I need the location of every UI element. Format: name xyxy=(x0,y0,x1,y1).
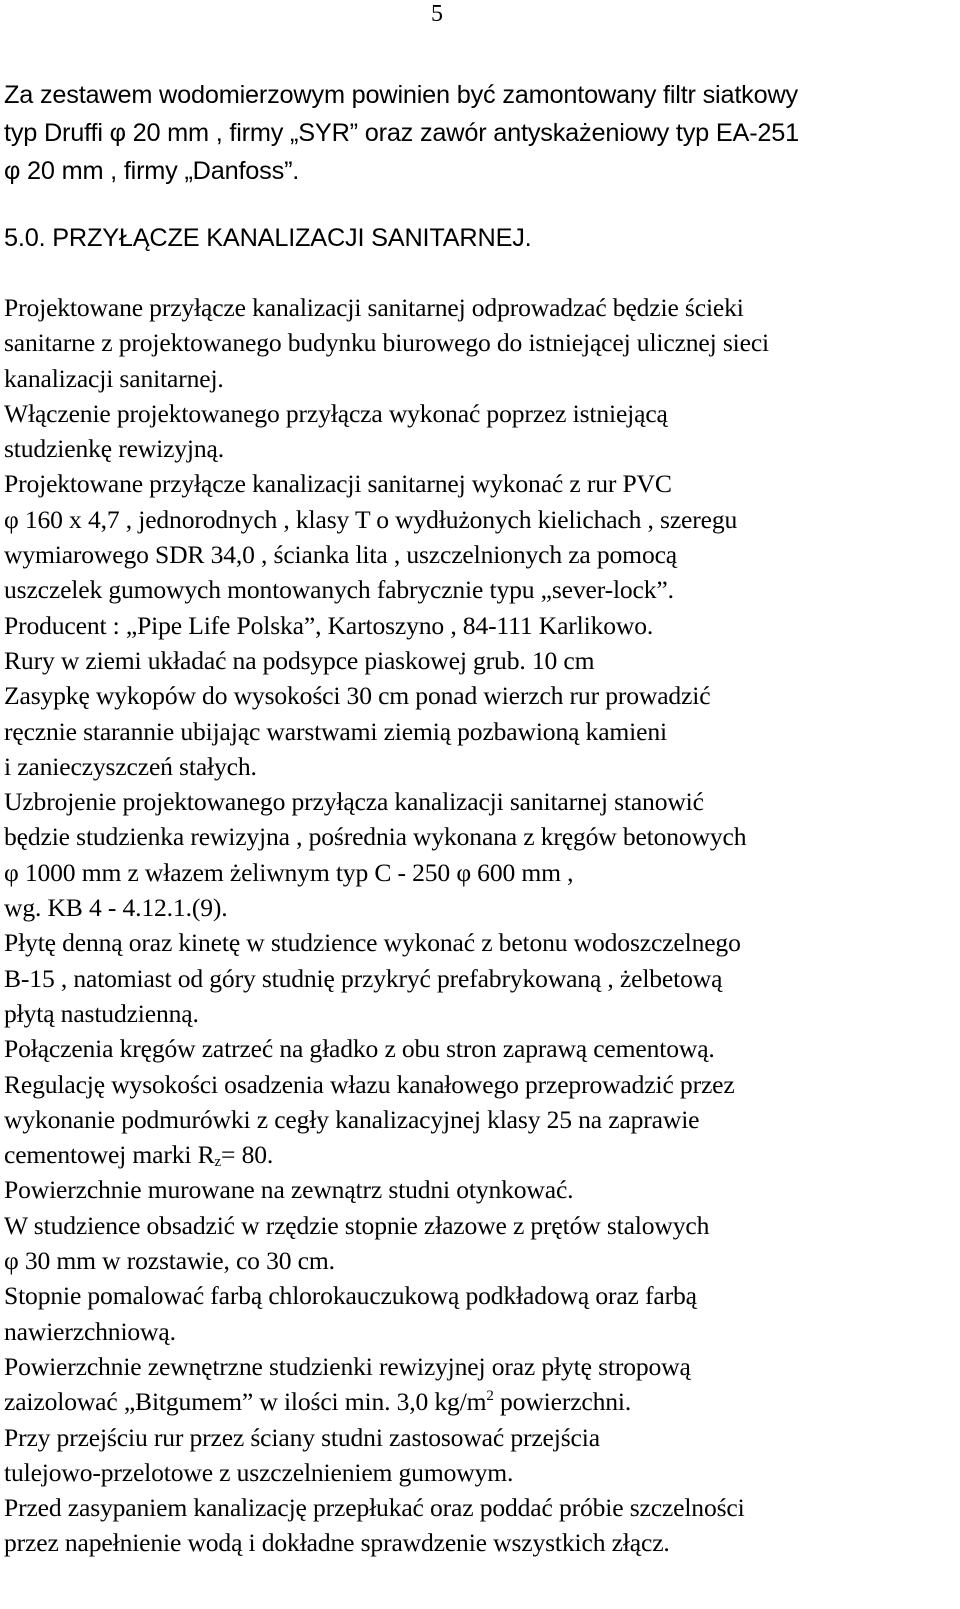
text-line: Powierzchnie zewnętrzne studzienki rewizyjnej oraz płytę stropową xyxy=(4,1351,691,1381)
text-line: Rury w ziemi układać na podsypce piaskowej grub. 10 cm xyxy=(4,645,595,675)
text-line xyxy=(4,1137,954,1172)
text-line: Przed zasypaniem kanalizację przepłukać oraz poddać próbie szczelności xyxy=(4,1493,745,1523)
text-line: płytą nastudzienną. xyxy=(4,998,199,1028)
text-line: φ 30 mm w rozstawie, co 30 cm. xyxy=(4,1246,335,1276)
text-line: przez napełnienie wodą i dokładne sprawdzenie wszystkich złącz. xyxy=(4,1528,670,1558)
text-line: uszczelek gumowych montowanych fabrycznie typu „sever-lock”. xyxy=(4,575,674,605)
text-line: będzie studzienka rewizyjna , pośrednia wykonana z kręgów betonowych xyxy=(4,822,747,852)
text-line: B-15 , natomiast od góry studnię przykryć prefabrykowaną , żelbetową xyxy=(4,963,723,993)
section-heading: 5.0. PRZYŁĄCZE KANALIZACJI SANITARNEJ. xyxy=(4,224,532,252)
text-line: Przy przejściu rur przez ściany studni zastosować przejścia xyxy=(4,1422,600,1452)
text-line: i zanieczyszczeń stałych. xyxy=(4,751,257,781)
text-line: Włączenie projektowanego przyłącza wykonać poprzez istniejącą xyxy=(4,398,668,428)
text-line: Projektowane przyłącze kanalizacji sanitarnej odprowadzać będzie ścieki xyxy=(4,293,744,322)
text-line: wymiarowego SDR 34,0 , ścianka lita , uszczelnionych za pomocą xyxy=(4,540,678,570)
text-line: Powierzchnie murowane na zewnątrz studni otynkować. xyxy=(4,1175,574,1205)
section-body xyxy=(4,290,954,1561)
text-line: ręcznie starannie ubijając warstwami ziemią pozbawioną kamieni xyxy=(4,716,667,746)
text-line: typ Druffi φ 20 mm , firmy „SYR” oraz zawór antyskażeniowy typ EA-251 xyxy=(4,119,800,147)
text-line: φ 160 x 4,7 , jednorodnych , klasy T o wydłużonych kielichach , szeregu xyxy=(4,504,738,534)
text-line: studzienkę rewizyjną. xyxy=(4,434,224,464)
text-line: φ 20 mm , firmy „Danfoss”. xyxy=(4,157,300,185)
text-line: W studzience obsadzić w rzędzie stopnie złazowe z prętów stalowych xyxy=(4,1210,710,1240)
text-line: φ 1000 mm z włazem żeliwnym typ C - 250 φ 600 mm , xyxy=(4,857,574,887)
text-line: Producent : „Pipe Life Polska”, Kartoszyno , 84-111 Karlikowo. xyxy=(4,610,654,640)
text-line: Płytę denną oraz kinetę w studzience wykonać z betonu wodoszczelnego xyxy=(4,928,741,958)
text-line: Uzbrojenie projektowanego przyłącza kanalizacji sanitarnej stanowić xyxy=(4,787,704,817)
text-fragment: powierzchni. xyxy=(493,1387,632,1417)
text-line: Połączenia kręgów zatrzeć na gładko z obu stron zaprawą cementową. xyxy=(4,1034,715,1064)
text-fragment: zaizolować „Bitgumem” w ilości min. 3,0 kg/m xyxy=(4,1387,487,1417)
subscript: z xyxy=(214,1154,222,1171)
text-fragment: = 80. xyxy=(221,1140,274,1170)
text-line: Regulację wysokości osadzenia włazu kanałowego przeprowadzić przez xyxy=(4,1069,735,1099)
text-line: Za zestawem wodomierzowym powinien być zamontowany filtr siatkowy xyxy=(4,81,798,109)
superscript: 2 xyxy=(486,1388,494,1405)
text-line: Projektowane przyłącze kanalizacji sanitarnej wykonać z rur PVC xyxy=(4,469,672,499)
intro-paragraph xyxy=(4,76,954,190)
text-line: Zasypkę wykopów do wysokości 30 cm ponad wierzch rur prowadzić xyxy=(4,681,711,711)
text-line: wykonanie podmurówki z cegły kanalizacyjnej klasy 25 na zaprawie xyxy=(4,1104,700,1134)
text-line: wg. KB 4 - 4.12.1.(9). xyxy=(4,893,228,923)
text-line: kanalizacji sanitarnej. xyxy=(4,363,224,393)
page-number: 5 xyxy=(431,1,443,27)
text-line xyxy=(4,1384,954,1419)
text-line: Stopnie pomalować farbą chlorokauczukową podkładową oraz farbą xyxy=(4,1281,697,1311)
text-line: sanitarne z projektowanego budynku biurowego do istniejącej ulicznej sieci xyxy=(4,328,769,358)
text-line: tulejowo-przelotowe z uszczelnieniem gumowym. xyxy=(4,1457,514,1487)
text-fragment: cementowej marki R xyxy=(4,1140,215,1170)
text-line: nawierzchniową. xyxy=(4,1316,176,1346)
